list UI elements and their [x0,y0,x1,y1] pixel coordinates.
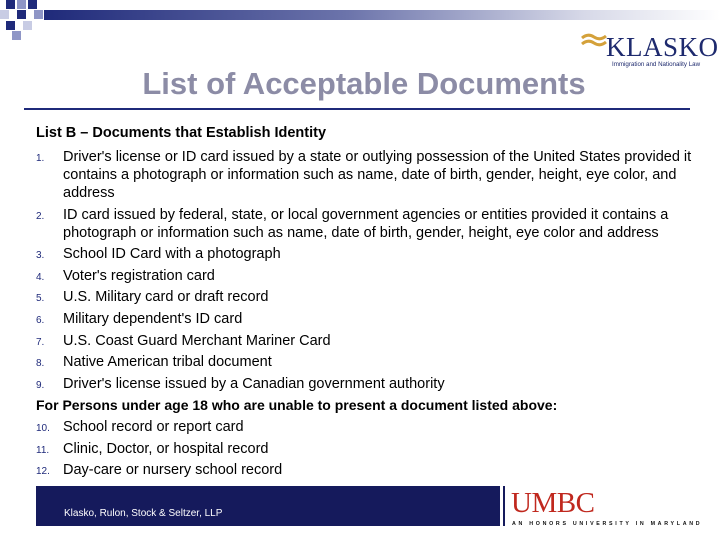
list-item-number: 11. [36,444,50,456]
list-item-text: Military dependent's ID card [63,310,243,327]
list-item-number: 8. [36,358,45,370]
document-list [36,148,708,393]
footer-divider [503,486,505,526]
list-item [36,148,708,202]
list-item-number: 10. [36,422,50,434]
list-item-number: 4. [36,271,45,283]
list-item-text: Voter's registration card [63,267,215,284]
slide-content [36,124,708,483]
footer-firm-name: Klasko, Rulon, Stock & Seltzer, LLP [64,508,223,519]
umbc-logo: UMBC [511,487,595,519]
list-item-text: School record or report card [63,418,244,435]
list-item-text: Native American tribal document [63,354,272,371]
list-item [36,310,708,328]
list-item-number: 9. [36,379,45,391]
list-item-text: ID card issued by federal, state, or local government agencies or entities provided it contains a photograph or information such as name, date of birth, gender, height, eye color and address [63,206,669,241]
list-item-text: Clinic, Doctor, or hospital record [63,440,269,457]
list-item-number: 12. [36,466,50,478]
list-item [36,353,708,371]
list-heading: List B – Documents that Establish Identity [36,125,327,141]
list-item-number: 3. [36,250,45,262]
list-item [36,288,708,306]
minors-document-list [36,418,708,479]
list-item [36,375,708,393]
list-item [36,245,708,263]
list-item-text: Driver's license or ID card issued by a state or outlying possession of the United States provided it contains a photograph or information such as name, date of birth, gender, height, eye color, and address [63,149,692,201]
klasko-name: KLASKO [606,32,719,62]
list-item-number: 7. [36,336,45,348]
list-item-number: 2. [36,210,45,222]
header-gradient-bar [44,10,720,20]
list-item-text: School ID Card with a photograph [63,246,281,263]
list-item [36,461,708,479]
corner-decoration [0,0,60,40]
list-item-number: 1. [36,153,45,164]
footer-bar [36,486,500,526]
list-item [36,332,708,350]
umbc-tagline: AN HONORS UNIVERSITY IN MARYLAND [512,521,703,527]
title-divider [24,108,690,110]
klasko-swoosh-icon [580,32,608,54]
list-item-text: Day-care or nursery school record [63,462,283,479]
list-item [36,267,708,285]
list-item-number: 5. [36,293,45,305]
list-item [36,418,708,436]
slide-title: List of Acceptable Documents [142,66,586,101]
list-item [36,206,708,242]
list-item-number: 6. [36,314,45,326]
minors-heading: For Persons under age 18 who are unable to present a document listed above: [36,397,558,414]
klasko-tagline: Immigration and Nationality Law [612,61,701,68]
list-item-text: U.S. Coast Guard Merchant Mariner Card [63,332,331,349]
list-item [36,440,708,458]
list-item-text: Driver's license issued by a Canadian government authority [63,375,445,392]
list-item-text: U.S. Military card or draft record [63,289,269,306]
